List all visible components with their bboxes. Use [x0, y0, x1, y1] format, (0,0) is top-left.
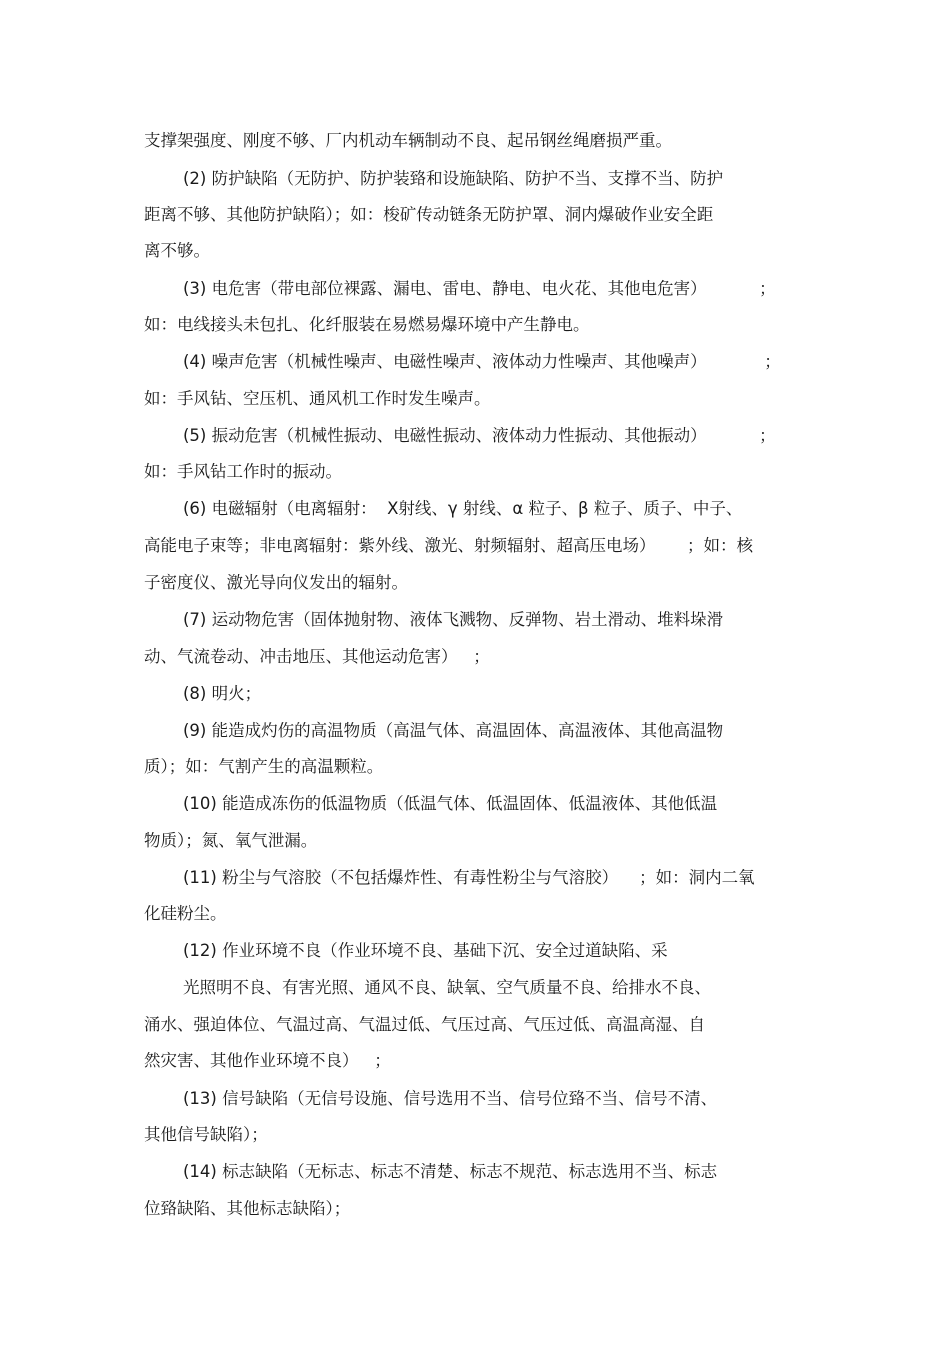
text-line: (12) 作业环境不良（作业环境不良、基础下沉、安全过道缺陷、采: [183, 941, 668, 960]
text-line: (11) 粉尘与气溶胶（不包括爆炸性、有毒性粉尘与气溶胶） ；如：洞内二氧: [183, 868, 755, 887]
text-line: 如：手风钻、空压机、通风机工作时发生噪声。: [144, 389, 491, 408]
text-line: 化硅粉尘。: [144, 904, 227, 923]
text-line: (2) 防护缺陷（无防护、防护装臵和设施缺陷、防护不当、支撑不当、防护: [183, 169, 724, 188]
text-line: 涌水、强迫体位、气温过高、气温过低、气压过高、气压过低、高温高湿、自: [144, 1015, 705, 1034]
text-line: 子密度仪、激光导向仪发出的辐射。: [144, 573, 408, 592]
text-line: (8) 明火；: [183, 684, 262, 703]
text-line: (5) 振动危害（机械性振动、电磁性振动、液体动力性振动、其他振动） ；: [183, 426, 776, 445]
text-line: (9) 能造成灼伤的高温物质（高温气体、高温固体、高温液体、其他高温物: [183, 721, 724, 740]
text-line: 如：手风钻工作时的振动。: [144, 462, 342, 481]
text-line: 离不够。: [144, 241, 210, 260]
text-line: 位臵缺陷、其他标志缺陷）；: [144, 1199, 351, 1218]
text-line: 动、气流卷动、冲击地压、其他运动危害） ；: [144, 647, 490, 666]
text-line: (10) 能造成冻伤的低温物质（低温气体、低温固体、低温液体、其他低温: [183, 794, 718, 813]
text-line: 高能电子束等；非电离辐射：紫外线、激光、射频辐射、超高压电场） ；如：核: [144, 536, 753, 555]
text-line: (3) 电危害（带电部位裸露、漏电、雷电、静电、电火花、其他电危害） ；: [183, 279, 776, 298]
text-line: 其他信号缺陷）；: [144, 1125, 268, 1144]
text-line: 支撑架强度、刚度不够、厂内机动车辆制动不良、起吊钢丝绳磨损严重。: [144, 131, 672, 150]
text-line: 光照明不良、有害光照、通风不良、缺氧、空气质量不良、给排水不良、: [183, 978, 711, 997]
text-line: 如：电线接头未包扎、化纤服装在易燃易爆环境中产生静电。: [144, 315, 590, 334]
text-line: (13) 信号缺陷（无信号设施、信号选用不当、信号位臵不当、信号不清、: [183, 1089, 718, 1108]
text-line: (6) 电磁辐射（电离辐射： X射线、γ 射线、α 粒子、β 粒子、质子、中子、: [183, 499, 743, 518]
text-line: (7) 运动物危害（固体抛射物、液体飞溅物、反弹物、岩土滑动、堆料垛滑: [183, 610, 724, 629]
text-line: (4) 噪声危害（机械性噪声、电磁性噪声、液体动力性噪声、其他噪声） ；: [183, 352, 781, 371]
text-line: 物质）；氮、氧气泄漏。: [144, 831, 318, 850]
text-line: 然灾害、其他作业环境不良） ；: [144, 1051, 391, 1070]
text-line: 质）；如：气割产生的高温颗粒。: [144, 757, 384, 776]
text-line: 距离不够、其他防护缺陷）；如：梭矿传动链条无防护罩、洞内爆破作业安全距: [144, 205, 714, 224]
text-line: (14) 标志缺陷（无标志、标志不清楚、标志不规范、标志选用不当、标志: [183, 1162, 718, 1181]
